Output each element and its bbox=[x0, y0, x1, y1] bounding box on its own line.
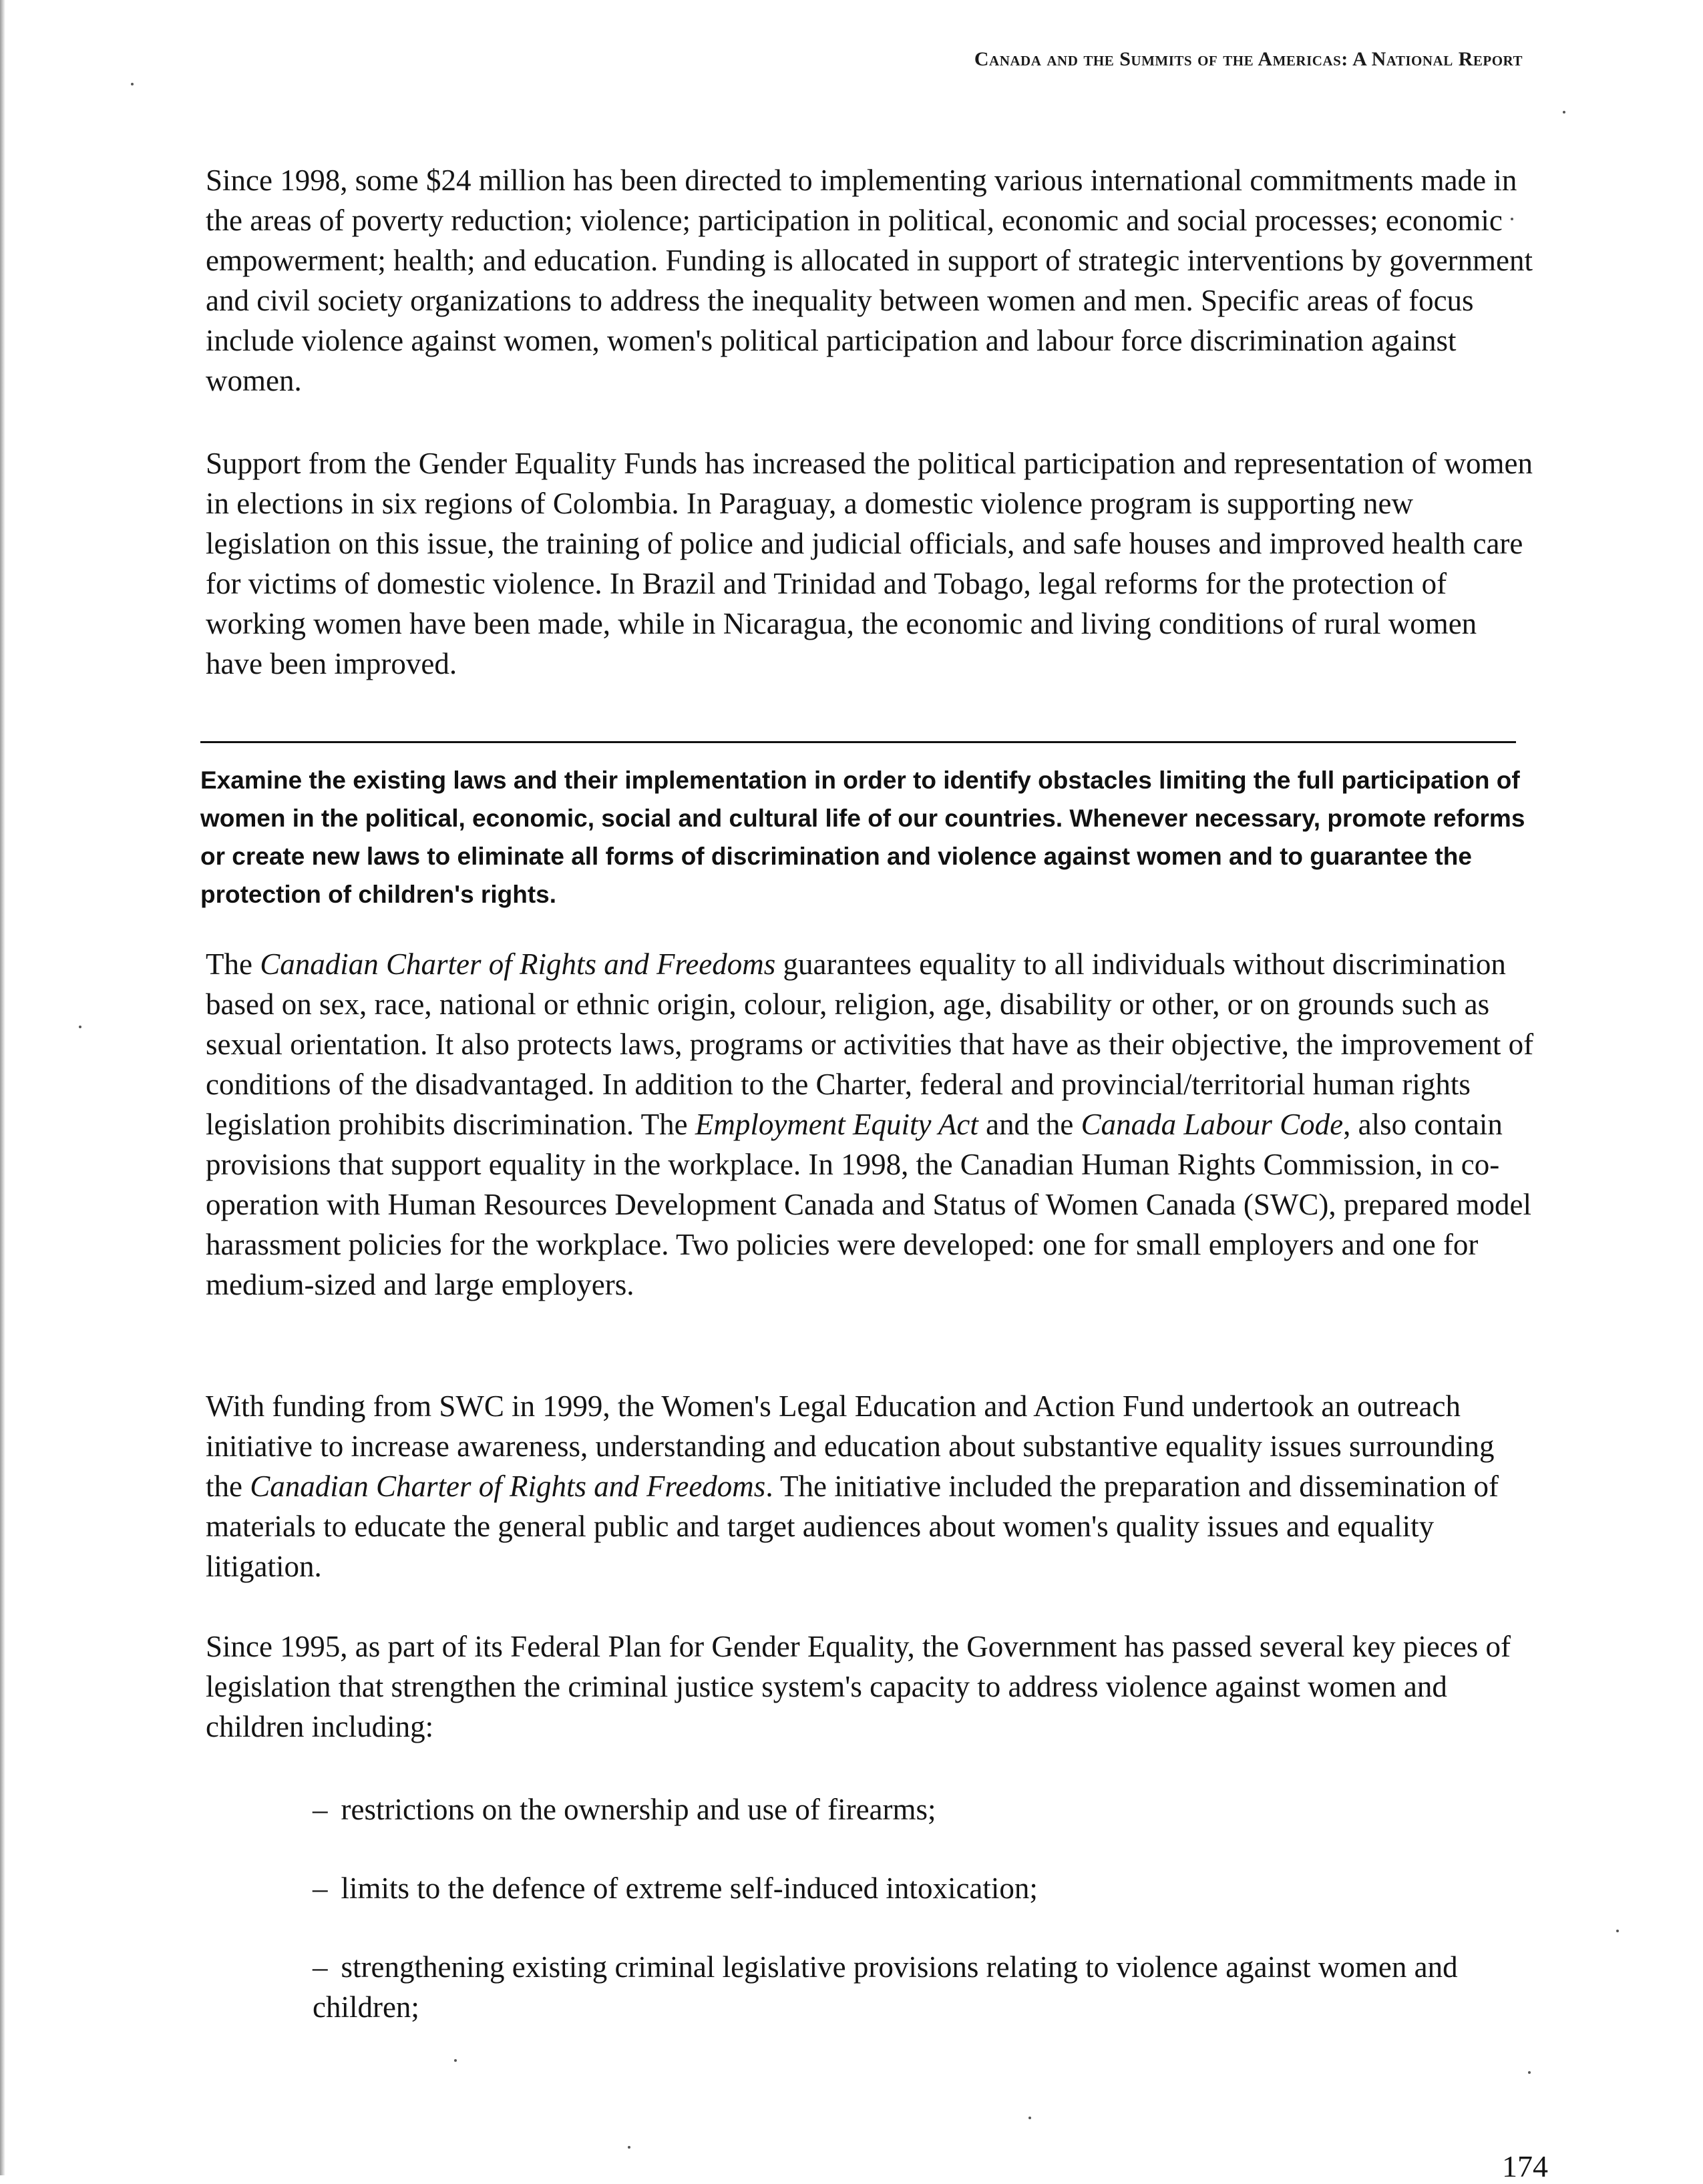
scan-speck bbox=[1511, 218, 1513, 220]
text-run: With funding from SWC in 1999, the Women's Legal Education and Action Fund undertook an outreach initiative to increase awareness, understanding and education about substantive equality issues surrounding the bbox=[206, 1389, 1495, 1503]
list-item-text: limits to the defence of extreme self-induced intoxication; bbox=[341, 1872, 1038, 1905]
list-item bbox=[313, 1868, 1528, 1908]
section-divider bbox=[200, 741, 1516, 743]
scan-speck bbox=[628, 2146, 630, 2149]
list-dash: – bbox=[313, 1872, 328, 1905]
list-item bbox=[313, 1789, 1528, 1829]
scan-speck bbox=[1616, 1930, 1619, 1932]
paragraph-charter bbox=[206, 944, 1535, 1305]
scan-speck bbox=[1028, 2117, 1031, 2119]
italic-title: Canada Labour Code bbox=[1081, 1108, 1344, 1141]
paragraph-gender-equality-funds: Support from the Gender Equality Funds has increased the political participation and representation of women in elections in six regions of Colombia. In Paraguay, a domestic violence program is supporting new legislation on this issue, the training of police and judicial officials, and safe houses and improved health care for victims of domestic violence. In Brazil and Trinidad and Tobago, legal reforms for the protection of working women have been made, while in Nicaragua, the economic and living conditions of rural women have been improved. bbox=[206, 447, 1533, 680]
scan-speck bbox=[1563, 111, 1565, 114]
scan-edge-shadow bbox=[0, 0, 5, 2175]
italic-title: Employment Equity Act bbox=[695, 1108, 978, 1141]
running-header: Canada and the Summits of the Americas: A National Report bbox=[974, 48, 1523, 70]
scan-speck bbox=[1528, 2071, 1531, 2074]
list-dash: – bbox=[313, 1950, 328, 1984]
italic-title: Canadian Charter of Rights and Freedoms bbox=[250, 1470, 766, 1503]
scan-speck bbox=[131, 83, 134, 85]
scan-speck bbox=[454, 2059, 457, 2062]
text-run: The bbox=[206, 947, 260, 981]
scan-speck bbox=[79, 1026, 81, 1028]
list-dash: – bbox=[313, 1793, 328, 1826]
list-item bbox=[313, 1947, 1528, 2027]
text-run: and the bbox=[978, 1108, 1081, 1141]
text-run: guarantees equality to all individuals without discrimination based on sex, race, national or ethnic origin, colour, religion, age, disability or other, or on grounds such as sexual orientation. It also protects laws, programs or activities that have as their objective, the improvement of conditions of the disadvantaged. In addition to the Charter, federal and provincial/territorial human rights legislation prohibits discrimination. The bbox=[206, 947, 1534, 1141]
paragraph-federal-plan: Since 1995, as part of its Federal Plan for Gender Equality, the Government has passed several key pieces of legislation that strengthen the criminal justice system's capacity to address violence against women and children including: bbox=[206, 1630, 1511, 1743]
text-run: . The initiative included the preparation and dissemination of materials to educate the general public and target audiences about women's quality issues and equality litigation. bbox=[206, 1470, 1499, 1583]
list-item-text: restrictions on the ownership and use of firearms; bbox=[341, 1793, 936, 1826]
list-item-text: strengthening existing criminal legislative provisions relating to violence against women and children; bbox=[313, 1950, 1458, 2024]
paragraph-leaf-initiative bbox=[206, 1386, 1535, 1586]
text-run: , also contain provisions that support equality in the workplace. In 1998, the Canadian Human Rights Commission, in co-operation with Human Resources Development Canada and Status of Women Canada (SWC), prepared model harassment policies for the workplace. Two policies were developed: one for small employers and one for medium-sized and large employers. bbox=[206, 1108, 1532, 1301]
summit-commitment-callout: Examine the existing laws and their implementation in order to identify obstacles limiting the full participation of women in the political, economic, social and cultural life of our countries. Whenever necessary, promote reforms or create new laws to eliminate all forms of discrimination and violence against women and to guarantee the protection of children's rights. bbox=[200, 767, 1525, 908]
paragraph-funding: Since 1998, some $24 million has been directed to implementing various international commitments made in the areas of poverty reduction; violence; participation in political, economic and social processes; economic empowerment; health; and education. Funding is allocated in support of strategic interventions by government and civil society organizations to address the inequality between women and men. Specific areas of focus include violence against women, women's political participation and labour force discrimination against women. bbox=[206, 164, 1533, 397]
italic-title: Canadian Charter of Rights and Freedoms bbox=[260, 947, 776, 981]
page-number: 174 bbox=[1502, 2149, 1548, 2183]
